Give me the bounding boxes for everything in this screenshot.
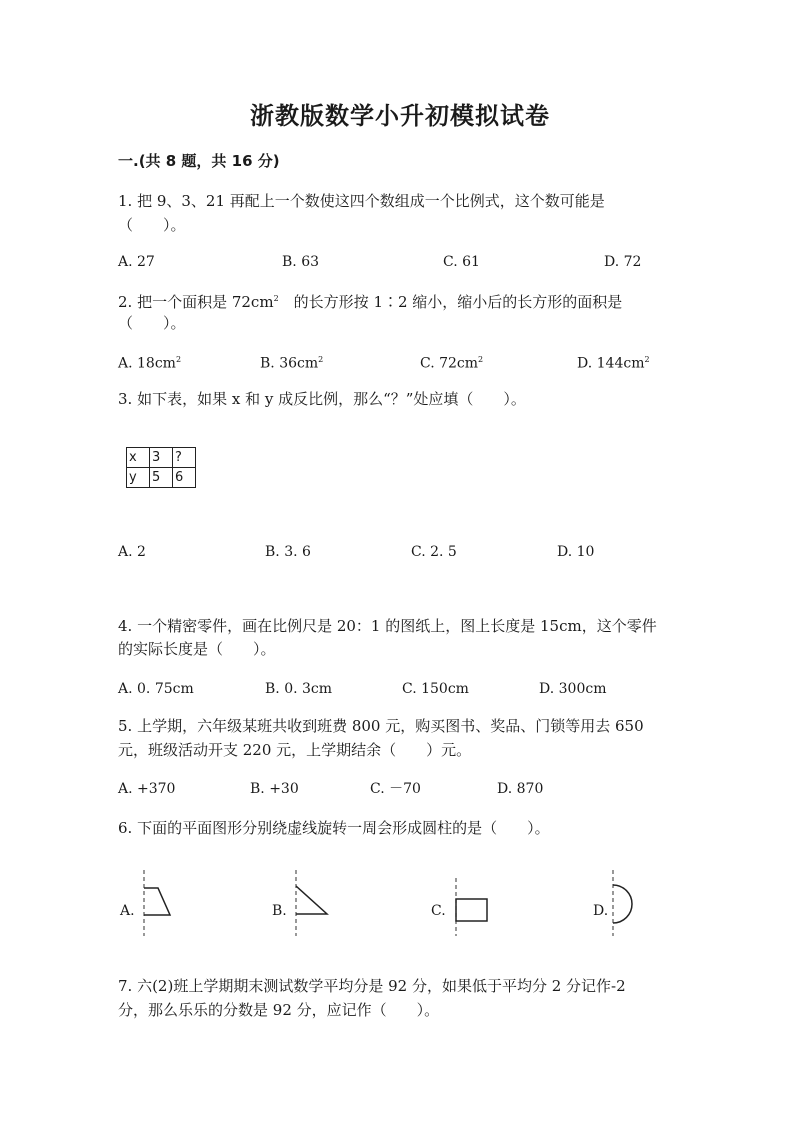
question-4-option-a[interactable]: A. 0. 75cm [118,681,194,697]
table-row [127,448,196,468]
section-heading: 一.(共 8 题，共 16 分) [118,152,280,170]
question-5-line-2: 元，班级活动开支 220 元，上学期结余（ ）元。 [118,741,472,759]
xy-table [126,447,196,488]
question-1-line-2: （ ）。 [118,216,186,234]
question-2-option-d[interactable] [577,348,650,376]
triangle-figure [288,868,333,938]
superscript: 2 [318,355,324,364]
question-2-option-b[interactable] [260,348,323,376]
table-cell: 6 [173,468,196,488]
question-1-line-1: 1. 把 9、3、21 再配上一个数使这四个数组成一个比例式，这个数可能是 [118,192,605,210]
question-2-option-c[interactable] [420,348,483,376]
question-2-option-a[interactable] [118,348,181,376]
question-3-option-a[interactable]: A. 2 [118,544,146,560]
question-6-option-c[interactable]: C. [431,903,446,919]
question-5-option-b[interactable]: B. +30 [250,781,299,797]
superscript: 2 [478,355,484,364]
question-5-line-1: 5. 上学期，六年级某班共收到班费 800 元，购买图书、奖品、门锁等用去 650 [118,717,644,735]
question-1-option-d[interactable]: D. 72 [604,254,642,270]
question-4-line-1: 4. 一个精密零件，画在比例尺是 20：1 的图纸上，图上长度是 15cm，这个零件 [118,617,657,635]
question-7-line-1: 7. 六(2)班上学期期末测试数学平均分是 92 分，如果低于平均分 2 分记作-2 [118,977,626,995]
question-7-line-2: 分，那么乐乐的分数是 92 分，应记作（ ）。 [118,1001,440,1019]
question-4-option-d[interactable]: D. 300cm [539,681,607,697]
question-2-line-1a: 2. 把一个面积是 72cm [118,293,274,311]
question-6-option-d[interactable]: D. [593,903,609,919]
table-cell: 5 [150,468,173,488]
superscript: 2 [644,355,650,364]
trapezoid-figure [136,868,176,938]
semicircle-figure [605,868,645,938]
table-cell: x [127,448,150,468]
option-text: B. 36cm [260,355,319,372]
question-2-line-2: （ ）。 [118,314,186,332]
table-cell: 3 [150,448,173,468]
table-cell: ? [173,448,196,468]
question-1-option-b[interactable]: B. 63 [282,254,320,270]
superscript: 2 [273,294,279,303]
page-title: 浙教版数学小升初模拟试卷 [250,102,550,130]
question-3-line-1: 3. 如下表，如果 x 和 y 成反比例，那么“？”处应填（ ）。 [118,390,526,408]
question-6-line-1: 6. 下面的平面图形分别绕虚线旋转一周会形成圆柱的是（ ）。 [118,819,550,837]
question-4-line-2: 的实际长度是（ ）。 [118,640,276,658]
question-1-option-c[interactable]: C. 61 [443,254,480,270]
question-1-option-a[interactable]: A. 27 [118,254,155,270]
question-5-option-c[interactable]: C. －70 [370,781,421,797]
table-cell: y [127,468,150,488]
option-text: A. 18cm [118,355,176,372]
question-3-option-d[interactable]: D. 10 [557,544,595,560]
question-3-option-b[interactable]: B. 3. 6 [265,544,311,560]
question-2-line-1b: 的长方形按 1∶2 缩小，缩小后的长方形的面积是 [293,293,623,311]
question-5-option-d[interactable]: D. 870 [497,781,544,797]
question-3-option-c[interactable]: C. 2. 5 [411,544,457,560]
rectangle-figure [448,876,493,938]
question-6-option-b[interactable]: B. [272,903,287,919]
question-5-option-a[interactable]: A. +370 [118,781,176,797]
option-text: C. 72cm [420,355,479,372]
option-text: D. 144cm [577,355,645,372]
question-2-line-1 [118,287,622,314]
question-4-option-c[interactable]: C. 150cm [402,681,469,697]
question-4-option-b[interactable]: B. 0. 3cm [265,681,333,697]
table-row [127,468,196,488]
superscript: 2 [175,355,182,364]
question-6-option-a[interactable]: A. [120,903,135,919]
